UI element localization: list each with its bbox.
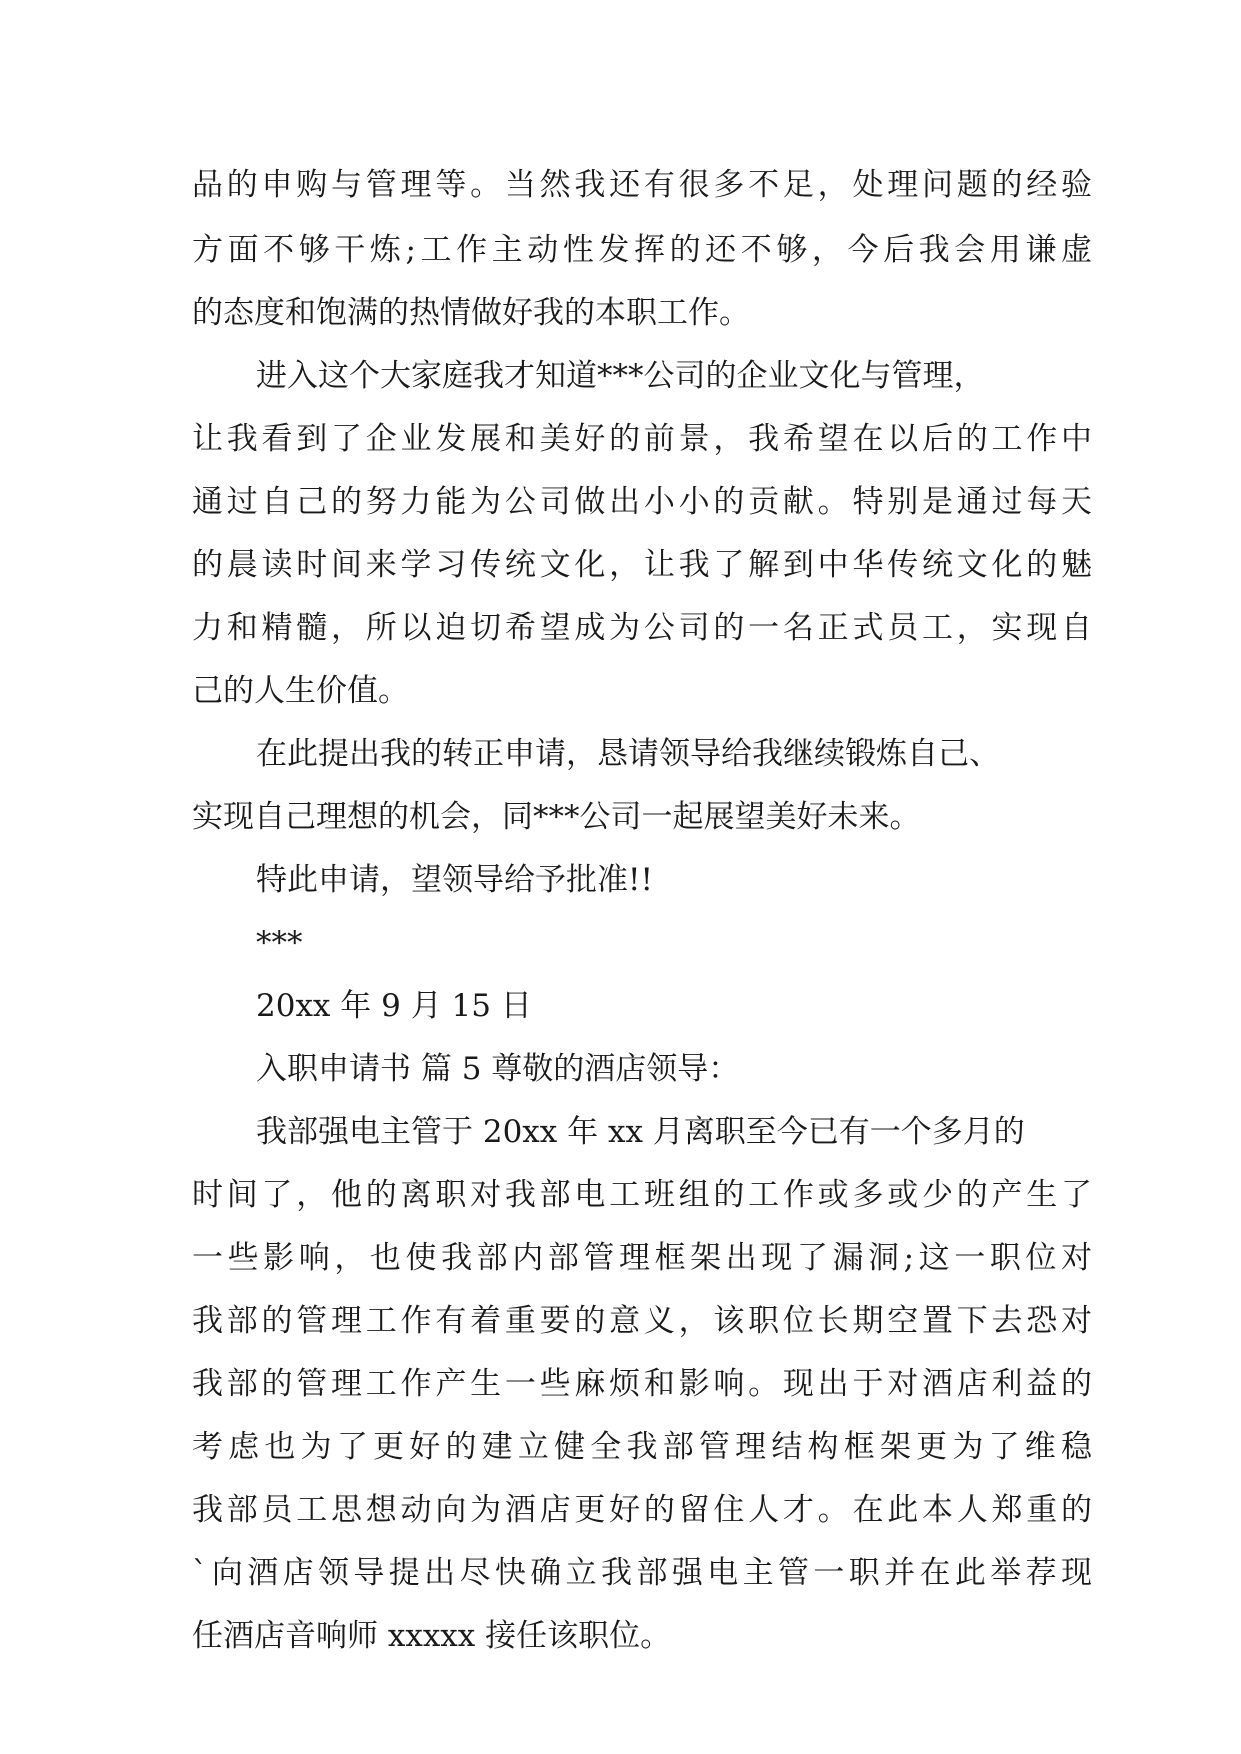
date: 20xx 年 9 月 15 日	[256, 988, 532, 1024]
paragraph-2-line-6: 己的人生价值。	[192, 673, 409, 709]
paragraph-3-line-2: 实现自己理想的机会，同***公司一起展望美好未来。	[192, 799, 921, 835]
section-heading: 入职申请书 篇 5 尊敬的酒店领导：	[256, 1051, 740, 1087]
paragraph-4-line-8: `向酒店领导提出尽快确立我部强电主管一职并在此举荐现	[192, 1555, 1092, 1591]
paragraph-2-line-4: 的晨读时间来学习传统文化，让我了解到中华传统文化的魅	[192, 547, 1092, 583]
paragraph-4-line-4: 我部的管理工作有着重要的意义，该职位长期空置下去恐对	[192, 1303, 1092, 1339]
paragraph-4-line-6: 考虑也为了更好的建立健全我部管理结构框架更为了维稳	[192, 1429, 1092, 1465]
paragraph-2-line-5: 力和精髓，所以迫切希望成为公司的一名正式员工，实现自	[192, 610, 1092, 646]
paragraph-4-line-1: 我部强电主管于 20xx 年 xx 月离职至今已有一个多月的	[256, 1114, 1025, 1150]
paragraph-3-line-1: 在此提出我的转正申请，恳请领导给我继续锻炼自己、	[256, 736, 1000, 772]
paragraph-4-line-7: 我部员工思想动向为酒店更好的留住人才。在此本人郑重的	[192, 1492, 1092, 1528]
signature: ***	[256, 925, 303, 961]
paragraph-2-line-2: 让我看到了企业发展和美好的前景，我希望在以后的工作中	[192, 421, 1092, 457]
paragraph-1-line-2: 方面不够干炼;工作主动性发挥的还不够，今后我会用谦虚	[192, 232, 1092, 268]
paragraph-4-line-3: 一些影响，也使我部内部管理框架出现了漏洞;这一职位对	[192, 1240, 1092, 1276]
paragraph-1-line-1: 品的申购与管理等。当然我还有很多不足，处理问题的经验	[192, 167, 1092, 203]
paragraph-2-line-1: 进入这个大家庭我才知道***公司的企业文化与管理，	[256, 358, 985, 394]
paragraph-4-line-5: 我部的管理工作产生一些麻烦和影响。现出于对酒店利益的	[192, 1366, 1092, 1402]
closing-line: 特此申请，望领导给予批准!!	[256, 862, 653, 898]
paragraph-2-line-3: 通过自己的努力能为公司做出小小的贡献。特别是通过每天	[192, 484, 1092, 520]
paragraph-1-line-3: 的态度和饱满的热情做好我的本职工作。	[192, 295, 750, 331]
paragraph-4-line-2: 时间了，他的离职对我部电工班组的工作或多或少的产生了	[192, 1177, 1092, 1213]
paragraph-4-line-9: 任酒店音响师 xxxxx 接任该职位。	[192, 1618, 672, 1654]
